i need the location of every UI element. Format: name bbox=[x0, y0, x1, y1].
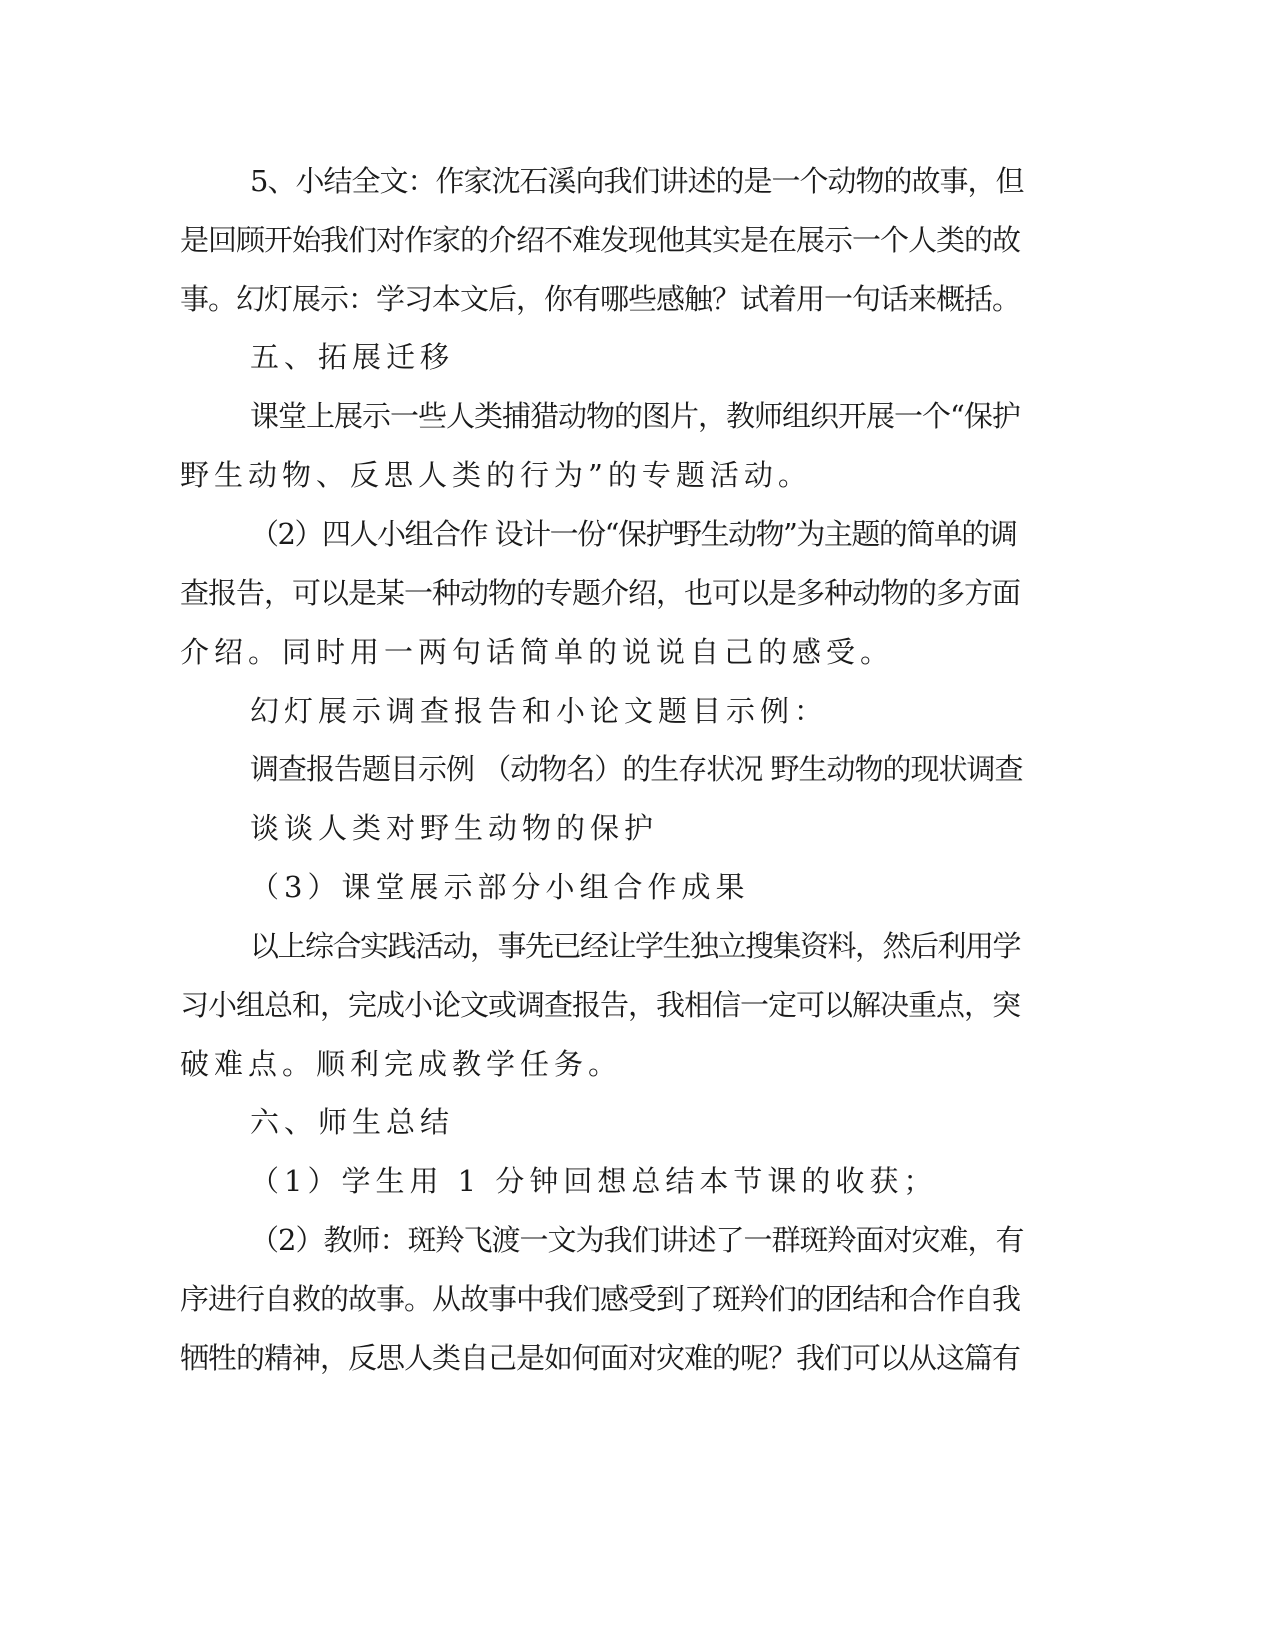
paragraph-line: 事。幻灯展示：学习本文后，你有哪些感触？试着用一句话来概括。 bbox=[180, 282, 1021, 316]
paragraph-line: （1）学生用 1 分钟回想总结本节课的收获； bbox=[250, 1164, 938, 1198]
section-heading: 五、拓展迁移 bbox=[250, 340, 455, 374]
section-heading: 六、师生总结 bbox=[250, 1105, 455, 1139]
paragraph-line: 习小组总和，完成小论文或调查报告，我相信一定可以解决重点，突 bbox=[180, 988, 1021, 1022]
paragraph-line: 介绍。同时用一两句话简单的说说自己的感受。 bbox=[180, 635, 895, 669]
paragraph-line: 是回顾开始我们对作家的介绍不难发现他其实是在展示一个人类的故 bbox=[180, 223, 1021, 257]
paragraph-line: 课堂上展示一些人类捕猎动物的图片，教师组织开展一个“保护 bbox=[250, 399, 1020, 433]
paragraph-line: （2）四人小组合作 设计一份“保护野生动物”为主题的简单的调 bbox=[250, 517, 1017, 551]
paragraph-line: 调查报告题目示例 （动物名）的生存状况 野生动物的现状调查 bbox=[250, 752, 1023, 786]
paragraph-line: 5、小结全文：作家沈石溪向我们讲述的是一个动物的故事，但 bbox=[250, 164, 1024, 198]
paragraph-line: 查报告，可以是某一种动物的专题介绍，也可以是多种动物的多方面 bbox=[180, 576, 1021, 610]
paragraph-line: 破难点。顺利完成教学任务。 bbox=[180, 1047, 623, 1081]
paragraph-line: 牺牲的精神，反思人类自己是如何面对灾难的呢？我们可以从这篇有 bbox=[180, 1341, 1021, 1375]
paragraph-line: 幻灯展示调查报告和小论文题目示例： bbox=[250, 694, 829, 728]
paragraph-line: （3）课堂展示部分小组合作成果 bbox=[250, 870, 750, 904]
paragraph-line: 野生动物、反思人类的行为”的专题活动。 bbox=[180, 458, 812, 492]
paragraph-line: 序进行自救的故事。从故事中我们感受到了斑羚们的团结和合作自我 bbox=[180, 1282, 1021, 1316]
paragraph-line: 以上综合实践活动，事先已经让学生独立搜集资料，然后利用学 bbox=[250, 929, 1021, 963]
paragraph-line: （2）教师：斑羚飞渡一文为我们讲述了一群斑羚面对灾难，有 bbox=[250, 1223, 1024, 1257]
paragraph-line: 谈谈人类对野生动物的保护 bbox=[250, 811, 659, 845]
